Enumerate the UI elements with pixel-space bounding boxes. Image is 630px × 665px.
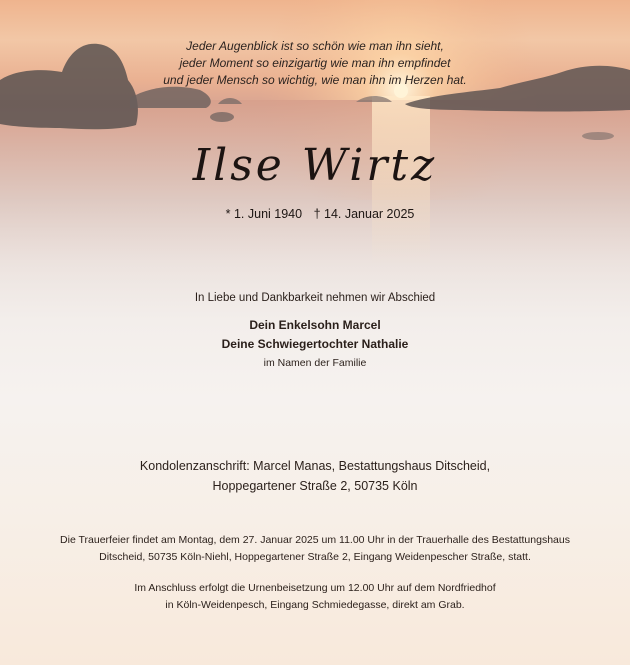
urn-line-1: Im Anschluss erfolgt die Urnenbeisetzung um 12.00 Uhr auf dem Nordfriedhof — [134, 582, 496, 594]
condolence-address — [0, 456, 630, 496]
rock-water — [210, 112, 234, 122]
deceased-name: Ilse Wirtz — [192, 140, 438, 191]
life-dates — [5, 207, 630, 221]
memorial-quote — [0, 38, 630, 89]
farewell-text: In Liebe und Dankbarkeit nehmen wir Abschied — [194, 292, 436, 304]
funeral-info — [0, 532, 630, 566]
family-note: im Namen der Familie — [263, 357, 367, 369]
rock-water-right — [582, 132, 614, 140]
quote-line-2: jeder Moment so einzigartig wie man ihn empfindet — [179, 56, 451, 70]
death-date: † 14. Januar 2025 — [313, 207, 415, 221]
quote-line-1: Jeder Augenblick ist so schön wie man ihn sieht, — [186, 39, 444, 53]
condolence-line-1: Kondolenzanschrift: Marcel Manas, Bestattungshaus Ditscheid, — [139, 459, 491, 473]
urn-burial-info — [0, 580, 630, 614]
funeral-line-2: Ditscheid, 50735 Köln-Niehl, Hoppegartener Straße 2, Eingang Weidenpescher Straße, statt. — [99, 551, 531, 563]
condolence-line-2: Hoppegartener Straße 2, 50735 Köln — [212, 479, 418, 493]
mourner-1: Dein Enkelsohn Marcel — [249, 318, 381, 332]
quote-line-3: und jeder Mensch so wichtig, wie man ihn im Herzen hat. — [163, 73, 467, 87]
funeral-line-1: Die Trauerfeier findet am Montag, dem 27. Januar 2025 um 11.00 Uhr in der Trauerhalle des Bestattungshaus — [60, 534, 570, 546]
urn-line-2: in Köln-Weidenpesch, Eingang Schmiedegasse, direkt am Grab. — [165, 599, 465, 611]
water-surface — [0, 100, 630, 300]
mourners-list — [0, 316, 630, 354]
mourner-2: Deine Schwiegertochter Nathalie — [221, 337, 409, 351]
birth-date: * 1. Juni 1940 — [225, 207, 303, 221]
